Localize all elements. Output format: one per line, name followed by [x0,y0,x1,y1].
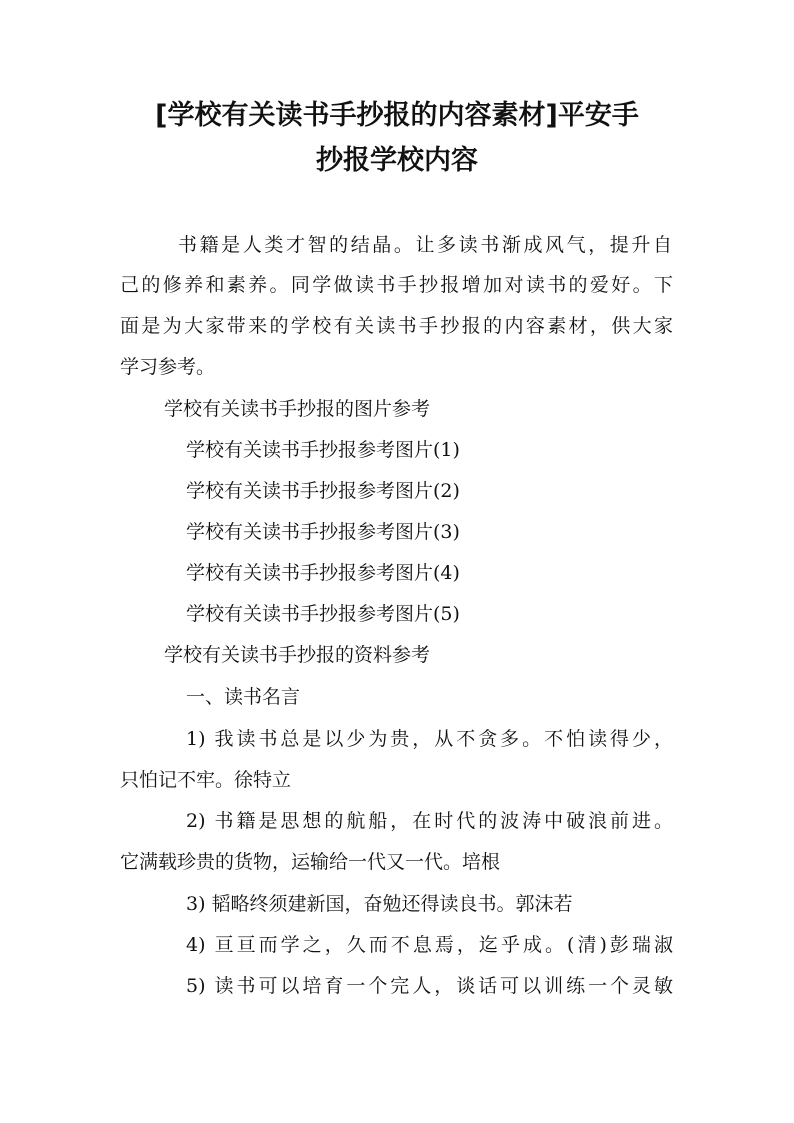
picture-item-4: 学校有关读书手抄报参考图片(4) [186,562,460,584]
quote-2-line-1: 2) 书籍是思想的航船，在时代的波涛中破浪前进。 [186,810,673,832]
quote-1-line-1: 1) 我读书总是以少为贵，从不贪多。不怕读得少， [186,728,673,750]
materials-heading: 学校有关读书手抄报的资料参考 [164,644,431,666]
quote-1-line-2: 只怕记不牢。徐特立 [120,769,292,791]
picture-item-5: 学校有关读书手抄报参考图片(5) [186,603,460,625]
quote-3: 3) 韬略终须建新国，奋勉还得读良书。郭沫若 [186,893,573,915]
picture-item-2: 学校有关读书手抄报参考图片(2) [186,480,460,502]
document-title-line-2: 抄报学校内容 [316,145,478,176]
intro-line-3: 面是为大家带来的学校有关读书手抄报的内容素材，供大家 [120,315,673,337]
quote-5-line-1: 5) 读书可以培育一个完人，谈话可以训练一个灵敏 [186,975,673,997]
intro-line-1: 书籍是人类才智的结晶。让多读书渐成风气，提升自 [178,234,672,256]
quote-2-line-2: 它满载珍贵的货物，运输给一代又一代。培根 [120,851,501,873]
picture-item-1: 学校有关读书手抄报参考图片(1) [186,439,460,461]
quotes-subheading: 一、读书名言 [186,686,301,708]
document-title-line-1: [学校有关读书手抄报的内容素材]平安手 [155,100,639,131]
pictures-heading: 学校有关读书手抄报的图片参考 [164,398,431,420]
intro-line-2: 己的修养和素养。同学做读书手抄报增加对读书的爱好。下 [120,274,673,296]
quote-4: 4) 亘亘而学之，久而不息焉，迄乎成。(清)彭瑞淑 [186,934,673,956]
picture-item-3: 学校有关读书手抄报参考图片(3) [186,521,460,543]
intro-line-4: 学习参考。 [120,356,216,378]
